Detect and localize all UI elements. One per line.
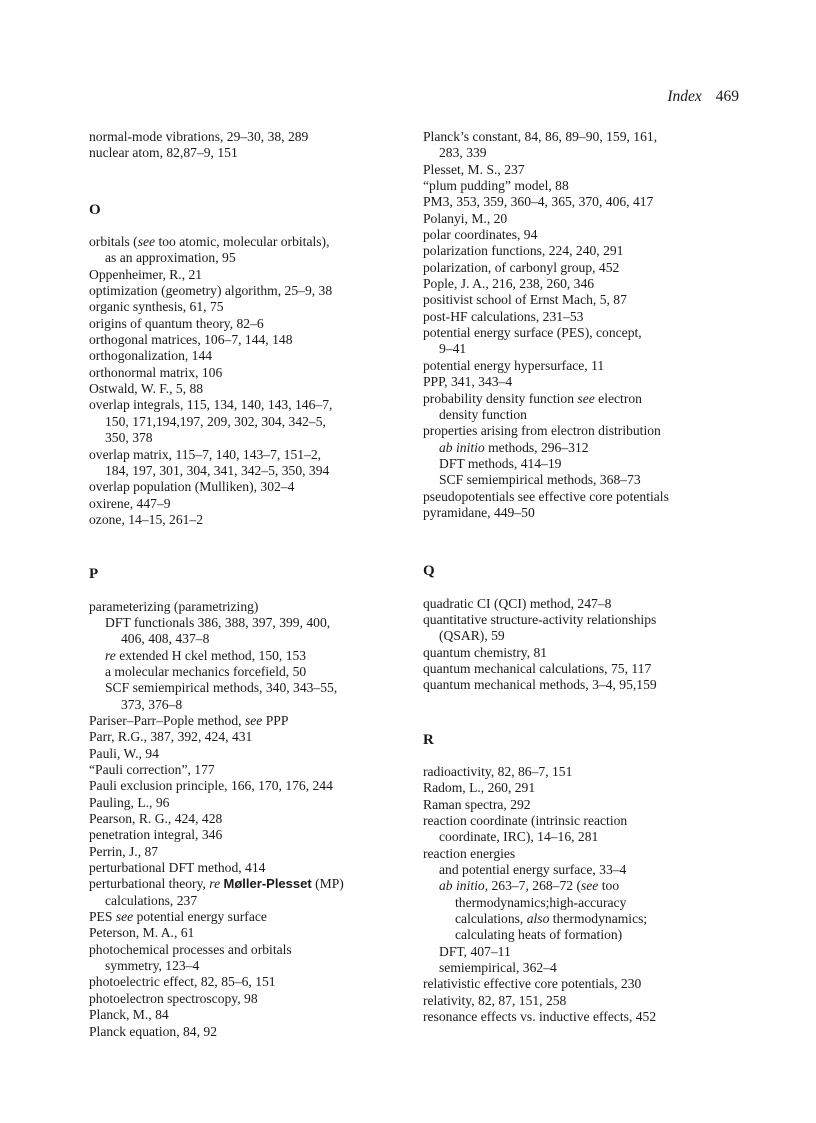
index-entry-continuation: density function bbox=[439, 406, 527, 422]
index-entry: Pearson, R. G., 424, 428 bbox=[89, 811, 223, 827]
index-entry: quantitative structure-activity relationships bbox=[423, 611, 657, 627]
index-entry: Pauling, L., 96 bbox=[89, 794, 170, 810]
index-entry: Pople, J. A., 216, 238, 260, 346 bbox=[423, 276, 595, 292]
index-entry-continuation: as an approximation, 95 bbox=[105, 250, 236, 266]
index-entry-continuation: 406, 408, 437–8 bbox=[121, 631, 210, 647]
index-subentry: DFT, 407–11 bbox=[439, 943, 511, 959]
index-entry-continuation: 150, 171,194,197, 209, 302, 304, 342–5, bbox=[105, 413, 326, 429]
index-entry: overlap integrals, 115, 134, 140, 143, 146–7, bbox=[89, 397, 333, 413]
index-subentry: SCF semiempirical methods, 340, 343–55, bbox=[105, 680, 338, 696]
index-entry: orbitals (see too atomic, molecular orbitals), bbox=[89, 234, 330, 250]
index-entry: Peterson, M. A., 61 bbox=[89, 925, 195, 941]
index-entry: parameterizing (parametrizing) bbox=[89, 598, 259, 614]
index-entry: pseudopotentials see effective core potentials bbox=[423, 488, 669, 504]
index-subentry: DFT methods, 414–19 bbox=[439, 455, 562, 471]
index-entry: “plum pudding” model, 88 bbox=[423, 178, 569, 194]
index-entry-continuation: coordinate, IRC), 14–16, 281 bbox=[439, 829, 599, 845]
index-entry: polarization functions, 224, 240, 291 bbox=[423, 243, 624, 259]
index-entry: photoelectric effect, 82, 85–6, 151 bbox=[89, 974, 276, 990]
index-entry-continuation: calculations, 237 bbox=[105, 892, 198, 908]
index-entry: ozone, 14–15, 261–2 bbox=[89, 511, 204, 527]
index-entry: penetration integral, 346 bbox=[89, 827, 223, 843]
index-entry-continuation: (QSAR), 59 bbox=[439, 628, 505, 644]
index-subentry: a molecular mechanics forcefield, 50 bbox=[105, 663, 307, 679]
index-entry: Planck equation, 84, 92 bbox=[89, 1023, 217, 1039]
index-entry: potential energy surface (PES), concept, bbox=[423, 325, 642, 341]
index-entry: overlap population (Mulliken), 302–4 bbox=[89, 479, 295, 495]
index-subentry: ab initio methods, 296–312 bbox=[439, 439, 589, 455]
section-letter-p: P bbox=[89, 566, 99, 583]
index-entry: quantum mechanical calculations, 75, 117 bbox=[423, 660, 652, 676]
index-entry: potential energy hypersurface, 11 bbox=[423, 357, 605, 373]
index-entry: Ostwald, W. F., 5, 88 bbox=[89, 381, 204, 397]
index-entry-continuation: 283, 339 bbox=[439, 145, 487, 161]
index-entry: “Pauli correction”, 177 bbox=[89, 762, 215, 777]
running-head bbox=[0, 88, 739, 106]
index-entry: Oppenheimer, R., 21 bbox=[89, 266, 203, 282]
section-letter-q: Q bbox=[423, 563, 435, 580]
index-entry: orthogonal matrices, 106–7, 144, 148 bbox=[89, 332, 293, 348]
index-entry: Radom, L., 260, 291 bbox=[423, 780, 536, 796]
section-letter-r: R bbox=[423, 731, 434, 748]
index-column-right bbox=[423, 129, 743, 1026]
index-entry-continuation: thermodynamics;high-accuracy bbox=[455, 894, 627, 910]
index-entry: relativistic effective core potentials, 230 bbox=[423, 976, 642, 992]
index-entry-continuation: 350, 378 bbox=[105, 430, 153, 446]
index-entry: optimization (geometry) algorithm, 25–9, 38 bbox=[89, 283, 333, 299]
index-entry: polarization, of carbonyl group, 452 bbox=[423, 259, 620, 275]
index-entry: Pariser–Parr–Pople method, see PPP bbox=[89, 712, 289, 728]
index-entry: properties arising from electron distribution bbox=[423, 423, 661, 439]
index-entry: photoelectron spectroscopy, 98 bbox=[89, 990, 258, 1006]
index-subentry: and potential energy surface, 33–4 bbox=[439, 862, 627, 878]
index-subentry: SCF semiempirical methods, 368–73 bbox=[439, 472, 641, 488]
index-entry: orthogonalization, 144 bbox=[89, 348, 213, 364]
index-entry: positivist school of Ernst Mach, 5, 87 bbox=[423, 292, 627, 308]
index-entry: perturbational theory, re Møller-Plesset (MP) bbox=[89, 876, 344, 892]
index-entry: polar coordinates, 94 bbox=[423, 227, 538, 243]
index-entry: perturbational DFT method, 414 bbox=[89, 860, 266, 876]
page-number: 469 bbox=[715, 88, 739, 105]
index-entry: Planck, M., 84 bbox=[89, 1007, 169, 1023]
index-entry: oxirene, 447–9 bbox=[89, 495, 171, 511]
index-entry: PES see potential energy surface bbox=[89, 909, 267, 925]
index-entry-continuation: symmetry, 123–4 bbox=[105, 958, 200, 974]
index-entry: Pauli, W., 94 bbox=[89, 745, 159, 761]
index-entry: PPP, 341, 343–4 bbox=[423, 374, 513, 390]
index-entry-continuation: calculating heats of formation) bbox=[455, 927, 623, 943]
index-entry: origins of quantum theory, 82–6 bbox=[89, 315, 264, 331]
index-entry-continuation: 373, 376–8 bbox=[121, 696, 183, 712]
index-entry-continuation: calculations, also thermodynamics; bbox=[455, 911, 648, 927]
index-entry: Perrin, J., 87 bbox=[89, 843, 159, 859]
index-entry: overlap matrix, 115–7, 140, 143–7, 151–2, bbox=[89, 446, 322, 462]
index-entry: Planck’s constant, 84, 86, 89–90, 159, 161, bbox=[423, 129, 658, 144]
index-subentry: ab initio, 263–7, 268–72 (see too bbox=[439, 878, 620, 894]
index-entry: reaction coordinate (intrinsic reaction bbox=[423, 813, 628, 829]
index-entry: resonance effects vs. inductive effects, 452 bbox=[423, 1009, 657, 1025]
index-entry-continuation: 9–41 bbox=[439, 341, 467, 357]
index-subentry: re extended H ckel method, 150, 153 bbox=[105, 647, 307, 663]
index-entry: Raman spectra, 292 bbox=[423, 796, 531, 812]
index-entry: reaction energies bbox=[423, 845, 516, 861]
section-letter-o: O bbox=[89, 201, 101, 218]
index-entry: Pauli exclusion principle, 166, 170, 176, 244 bbox=[89, 778, 333, 794]
index-entry: Polanyi, M., 20 bbox=[423, 210, 508, 226]
index-entry: organic synthesis, 61, 75 bbox=[89, 299, 224, 315]
index-entry: post-HF calculations, 231–53 bbox=[423, 308, 584, 324]
index-entry: orthonormal matrix, 106 bbox=[89, 364, 223, 380]
index-entry: PM3, 353, 359, 360–4, 365, 370, 406, 417 bbox=[423, 194, 654, 210]
index-entry: quantum mechanical methods, 3–4, 95,159 bbox=[423, 677, 657, 693]
index-column-left bbox=[89, 129, 411, 1040]
index-entry: quantum chemistry, 81 bbox=[423, 644, 548, 660]
running-head-title: Index bbox=[667, 88, 702, 105]
index-entry: normal-mode vibrations, 29–30, 38, 289 bbox=[89, 129, 309, 144]
index-entry: relativity, 82, 87, 151, 258 bbox=[423, 992, 567, 1008]
index-entry: Parr, R.G., 387, 392, 424, 431 bbox=[89, 729, 253, 745]
index-entry: photochemical processes and orbitals bbox=[89, 941, 292, 957]
index-entry: nuclear atom, 82,87–9, 151 bbox=[89, 145, 238, 161]
index-entry: quadratic CI (QCI) method, 247–8 bbox=[423, 595, 612, 611]
index-subentry: DFT functionals 386, 388, 397, 399, 400, bbox=[105, 614, 331, 630]
index-subentry: semiempirical, 362–4 bbox=[439, 960, 557, 976]
index-entry-continuation: 184, 197, 301, 304, 341, 342–5, 350, 394 bbox=[105, 462, 330, 478]
index-entry: pyramidane, 449–50 bbox=[423, 504, 535, 520]
index-entry: probability density function see electron bbox=[423, 390, 642, 406]
index-entry: Plesset, M. S., 237 bbox=[423, 161, 525, 177]
index-entry: radioactivity, 82, 86–7, 151 bbox=[423, 764, 573, 779]
